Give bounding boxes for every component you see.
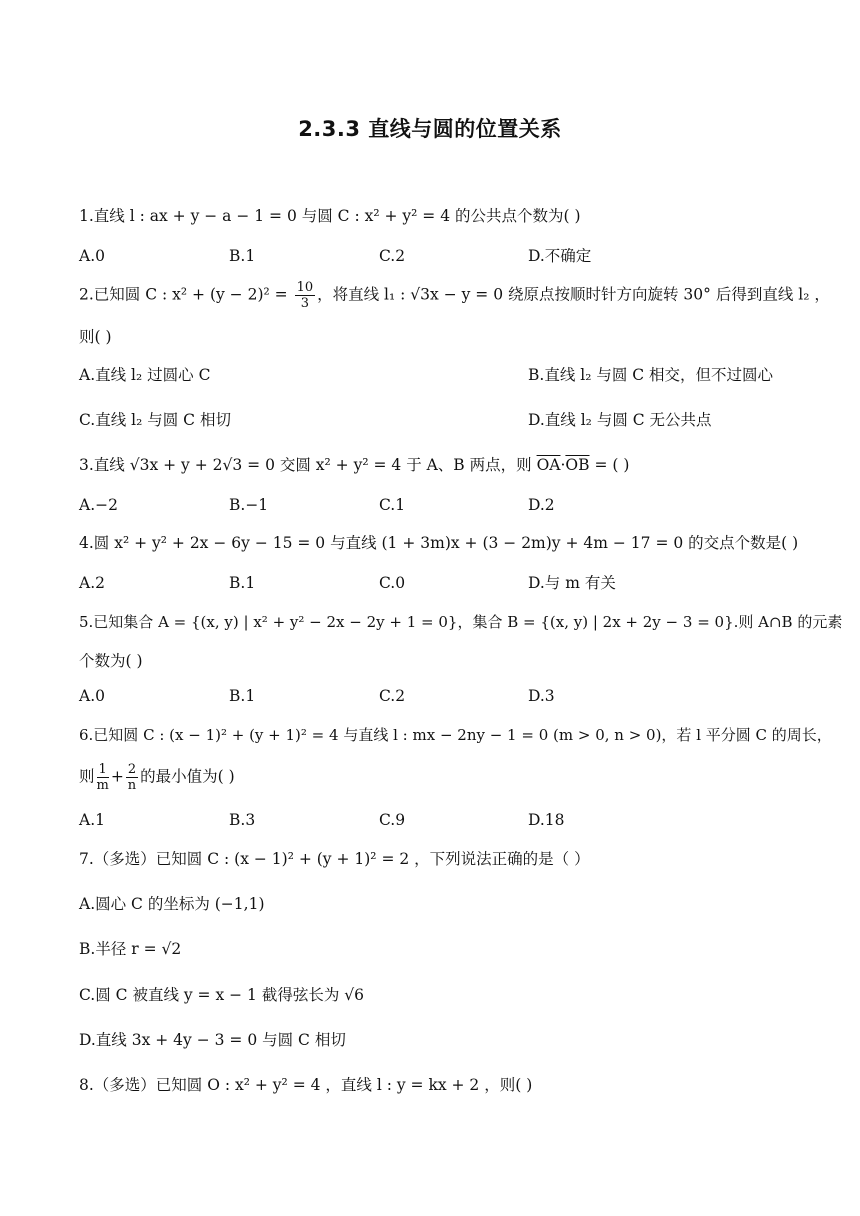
q6-suffix: 的最小值为( ) [140, 767, 235, 786]
q2-option-a: A.直线 l₂ 过圆心 C [79, 366, 211, 384]
q4-option-d: D.与 m 有关 [528, 574, 616, 592]
question-2-line-2: 则( ) [79, 328, 112, 346]
q6-option-b: B.3 [229, 811, 256, 829]
q7-option-a: A.圆心 C 的坐标为 (−1,1) [79, 895, 265, 913]
q6-fraction-1-numerator: 1 [98, 762, 107, 777]
q4-option-c: C.0 [379, 574, 406, 592]
q3-option-b: B.−1 [229, 496, 269, 514]
q1-option-c: C.2 [379, 247, 406, 265]
q2-option-b: B.直线 l₂ 与圆 C 相交，但不过圆心 [528, 366, 774, 384]
page-title: 2.3.3 直线与圆的位置关系 [298, 117, 562, 141]
q6-fraction-1-denominator: m [96, 778, 109, 793]
q7-option-c: C.圆 C 被直线 y = x − 1 截得弦长为 √6 [79, 986, 365, 1004]
q3-dot: · [560, 456, 566, 474]
q6-fraction-2 [126, 762, 138, 793]
q6-option-a: A.1 [79, 811, 105, 829]
question-6-line-2 [79, 762, 235, 793]
question-6-line-1: 6.已知圆 C : (x − 1)² + (y + 1)² = 4 与直线 l : mx − 2ny − 1 = 0 (m > 0, n > 0)，若 l 平分圆 C 的周长， [79, 726, 832, 744]
question-5-line-2: 个数为( ) [79, 652, 143, 670]
question-7-text: 7.（多选）已知圆 C : (x − 1)² + (y + 1)² = 2 ，下列说法正确的是（ ） [79, 850, 590, 868]
q6-prefix: 则 [79, 767, 95, 786]
q7-option-b: B.半径 r = √2 [79, 940, 182, 958]
q2-text-part-b: ，将直线 l₁ : √3x − y = 0 绕原点按顺时针方向旋转 30° 后得到直线 l₂ ， [317, 285, 830, 304]
q3-option-c: C.1 [379, 496, 406, 514]
q6-fraction-1 [97, 762, 109, 793]
question-8-text: 8.（多选）已知圆 O : x² + y² = 4 ，直线 l : y = kx + 2 ，则( ) [79, 1076, 533, 1094]
q5-option-d: D.3 [528, 687, 555, 705]
question-1-text: 1.直线 l : ax + y − a − 1 = 0 与圆 C : x² + y² = 4 的公共点个数为( ) [79, 207, 581, 225]
q3-text-part-b: = ( ) [589, 456, 630, 474]
q2-option-c: C.直线 l₂ 与圆 C 相切 [79, 411, 231, 429]
q6-fraction-2-numerator: 2 [127, 762, 137, 777]
q2-fraction-denominator: 3 [300, 296, 309, 311]
q4-option-a: A.2 [79, 574, 105, 592]
q3-text-part-a: 3.直线 √3x + y + 2√3 = 0 交圆 x² + y² = 4 于 A、B 两点，则 [79, 456, 537, 474]
q2-text-part-a: 2.已知圆 C : x² + (y − 2)² = [79, 285, 293, 304]
question-5-line-1: 5.已知集合 A = {(x, y) | x² + y² − 2x − 2y + 1 = 0}，集合 B = {(x, y) | 2x + 2y − 3 = 0}.则 A∩B 的元素 [79, 613, 843, 631]
q3-vector-ob: $\overline{OB}$ [565, 456, 590, 474]
q1-option-b: B.1 [229, 247, 256, 265]
q5-option-a: A.0 [79, 687, 105, 705]
q6-plus: + [110, 767, 124, 786]
q7-option-d: D.直线 3x + 4y − 3 = 0 与圆 C 相切 [79, 1031, 346, 1049]
q3-option-a: A.−2 [79, 496, 118, 514]
question-4-text: 4.圆 x² + y² + 2x − 6y − 15 = 0 与直线 (1 + 3m)x + (3 − 2m)y + 4m − 17 = 0 的交点个数是( ) [79, 534, 799, 552]
q3-option-d: D.2 [528, 496, 555, 514]
q2-fraction-numerator: 10 [296, 280, 314, 295]
q3-vector-oa: $\overline{OA}$ [536, 456, 561, 474]
q1-option-a: A.0 [79, 247, 105, 265]
question-2-line-1 [79, 280, 830, 311]
q2-fraction [295, 280, 316, 311]
q6-fraction-2-denominator: n [127, 778, 137, 793]
q6-option-d: D.18 [528, 811, 565, 829]
q5-option-b: B.1 [229, 687, 256, 705]
q2-option-d: D.直线 l₂ 与圆 C 无公共点 [528, 411, 712, 429]
question-3-text [79, 455, 629, 475]
q6-option-c: C.9 [379, 811, 406, 829]
q1-option-d: D.不确定 [528, 247, 592, 265]
q4-option-b: B.1 [229, 574, 256, 592]
q5-option-c: C.2 [379, 687, 406, 705]
